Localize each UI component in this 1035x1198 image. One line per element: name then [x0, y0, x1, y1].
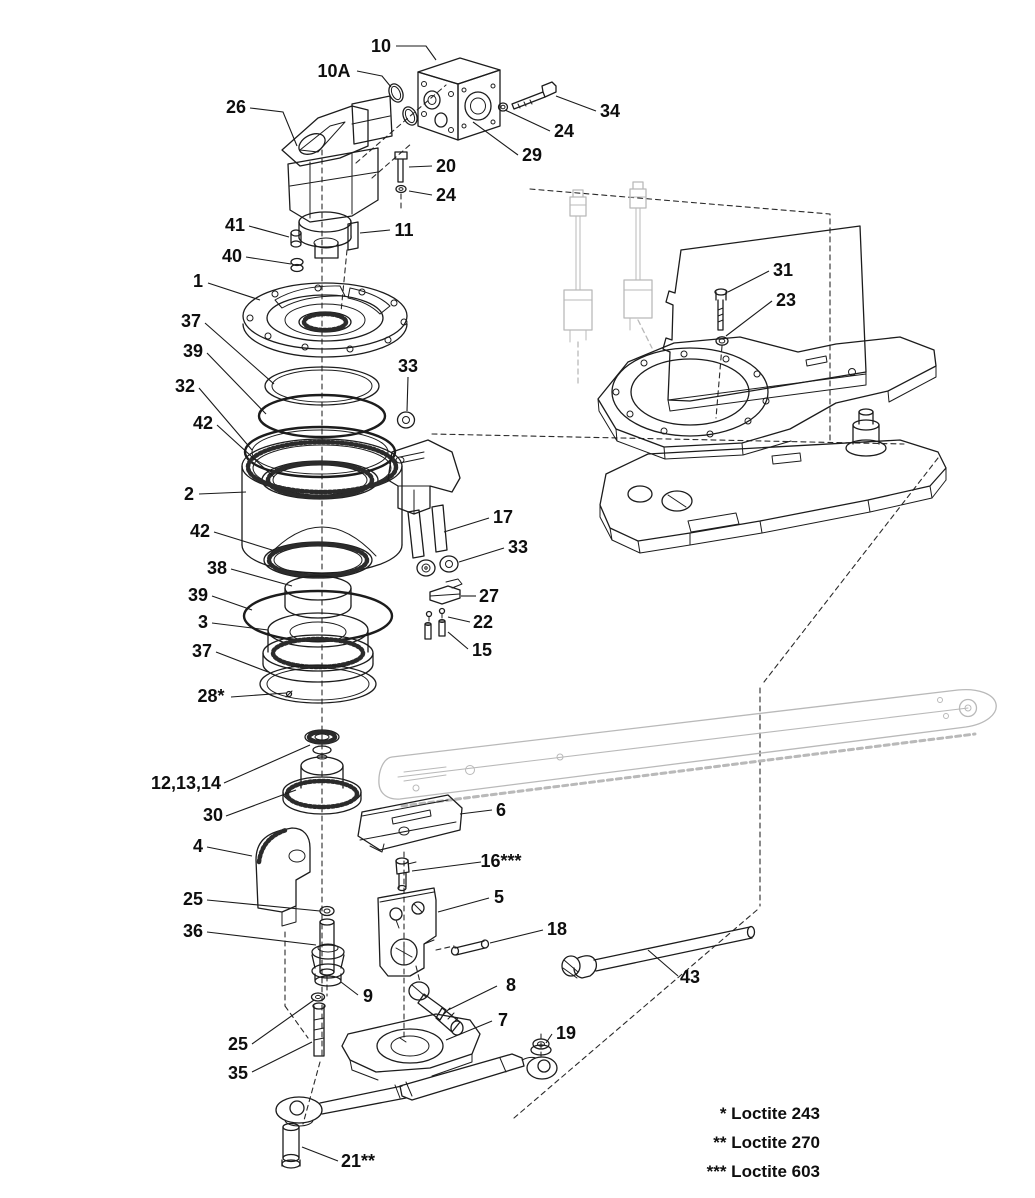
callout-17: 17: [492, 507, 514, 527]
bottom-plate: [342, 1014, 551, 1080]
leader-line-20: [409, 166, 432, 167]
callout-37: 37: [191, 641, 213, 661]
leader-line-37: [216, 652, 268, 672]
leader-line-3: [212, 623, 268, 630]
callout-29: 29: [521, 145, 543, 165]
callout-5: 5: [493, 887, 505, 907]
callout-6: 6: [495, 800, 507, 820]
leader-line-9: [341, 982, 358, 995]
leader-line-33: [407, 377, 408, 411]
callout-10: 10: [370, 36, 392, 56]
valve-bracket: [378, 888, 489, 1035]
leader-line-42: [214, 532, 272, 550]
leader-line-35: [252, 1042, 312, 1072]
leader-line-21**: [302, 1147, 338, 1161]
loctite-legend: [707, 1099, 820, 1186]
leader-line-8: [448, 986, 497, 1010]
legend-item-loctite-243: * Loctite 243: [719, 1104, 820, 1123]
callout-4: 4: [192, 836, 204, 856]
callout-39: 39: [187, 585, 209, 605]
leader-line-12,13,14: [224, 745, 310, 783]
leader-line-26: [250, 108, 297, 146]
callout-27: 27: [478, 586, 500, 606]
leader-line-4: [207, 847, 252, 856]
callout-8: 8: [505, 975, 517, 995]
callout-30: 30: [202, 805, 224, 825]
lube-tube: [562, 927, 755, 979]
leader-line-2: [199, 492, 246, 494]
leader-line-5: [438, 898, 489, 912]
leader-line-10A: [357, 71, 391, 87]
leader-line-15: [448, 632, 468, 649]
leader-line-17: [444, 518, 489, 532]
callout-23: 23: [775, 290, 797, 310]
callouts-layer: [151, 36, 796, 1171]
valve-block-assembly: [386, 58, 556, 140]
callout-38: 38: [206, 558, 228, 578]
callout-33: 33: [397, 356, 419, 376]
leader-line-34: [556, 96, 596, 111]
callout-12,13,14: 12,13,14: [150, 773, 222, 793]
leader-line-16***: [412, 862, 481, 871]
callout-43: 43: [679, 967, 701, 987]
callout-34: 34: [599, 101, 621, 121]
callout-39: 39: [182, 341, 204, 361]
callout-9: 9: [362, 986, 374, 1006]
callout-33: 33: [507, 537, 529, 557]
leader-line-1: [208, 283, 260, 300]
chain-bar-ghost: [379, 690, 996, 806]
leader-line-41: [249, 226, 289, 237]
leader-line-23: [726, 301, 772, 336]
leader-line-24: [409, 191, 432, 195]
legend-item-loctite-603: *** Loctite 603: [706, 1162, 820, 1181]
leader-line-43: [648, 950, 678, 976]
sensor-cartridges-ghost: [564, 182, 652, 386]
leader-line-30: [226, 790, 296, 816]
callout-3: 3: [197, 612, 209, 632]
legend-item-loctite-270: ** Loctite 270: [713, 1133, 820, 1152]
leader-line-18: [490, 930, 543, 943]
callout-18: 18: [546, 919, 568, 939]
callout-31: 31: [772, 260, 794, 280]
callout-24: 24: [435, 185, 457, 205]
leader-line-31: [728, 271, 769, 292]
callout-22: 22: [472, 612, 494, 632]
clamp-and-pins: [425, 579, 462, 639]
callout-16***: 16***: [480, 851, 522, 871]
callout-37: 37: [180, 311, 202, 331]
callout-1: 1: [192, 271, 204, 291]
callout-11: 11: [394, 220, 414, 240]
saw-motor-assembly: [282, 96, 407, 272]
bar-mount-plate: [358, 795, 462, 891]
leader-line-39: [207, 353, 266, 414]
leader-line-28*: [231, 693, 286, 697]
callout-24: 24: [553, 121, 575, 141]
leader-line-40: [246, 257, 291, 264]
callout-42: 42: [189, 521, 211, 541]
callout-26: 26: [225, 97, 247, 117]
callout-25: 25: [182, 889, 204, 909]
leader-line-19: [546, 1034, 552, 1043]
leader-line-37: [205, 323, 274, 384]
leader-line-36: [207, 932, 316, 945]
callout-28*: 28*: [197, 686, 225, 706]
callout-21**: 21**: [340, 1151, 376, 1171]
callout-32: 32: [174, 376, 196, 396]
callout-10A: 10A: [317, 61, 351, 81]
callout-2: 2: [183, 484, 195, 504]
leader-line-39: [212, 596, 252, 610]
washer-33-upper: [398, 412, 415, 428]
callout-15: 15: [471, 640, 493, 660]
callout-19: 19: [555, 1023, 577, 1043]
callout-40: 40: [221, 246, 243, 266]
callout-7: 7: [497, 1010, 509, 1030]
leader-line-33: [459, 548, 504, 562]
swing-bracket: [388, 412, 460, 576]
callout-20: 20: [435, 156, 457, 176]
leader-line-11: [360, 230, 390, 233]
callout-36: 36: [182, 921, 204, 941]
callout-25: 25: [227, 1034, 249, 1054]
callout-41: 41: [224, 215, 246, 235]
callout-42: 42: [192, 413, 214, 433]
leader-line-6: [460, 810, 492, 814]
leader-line-10: [396, 46, 436, 60]
hydraulic-cylinder: [276, 1054, 557, 1168]
callout-35: 35: [227, 1063, 249, 1083]
bearing-stack: [242, 283, 407, 703]
roller-and-bolt: [312, 944, 345, 1056]
leader-line-24: [505, 110, 550, 131]
leader-line-22: [448, 617, 470, 622]
leader-line-25: [252, 1000, 314, 1044]
